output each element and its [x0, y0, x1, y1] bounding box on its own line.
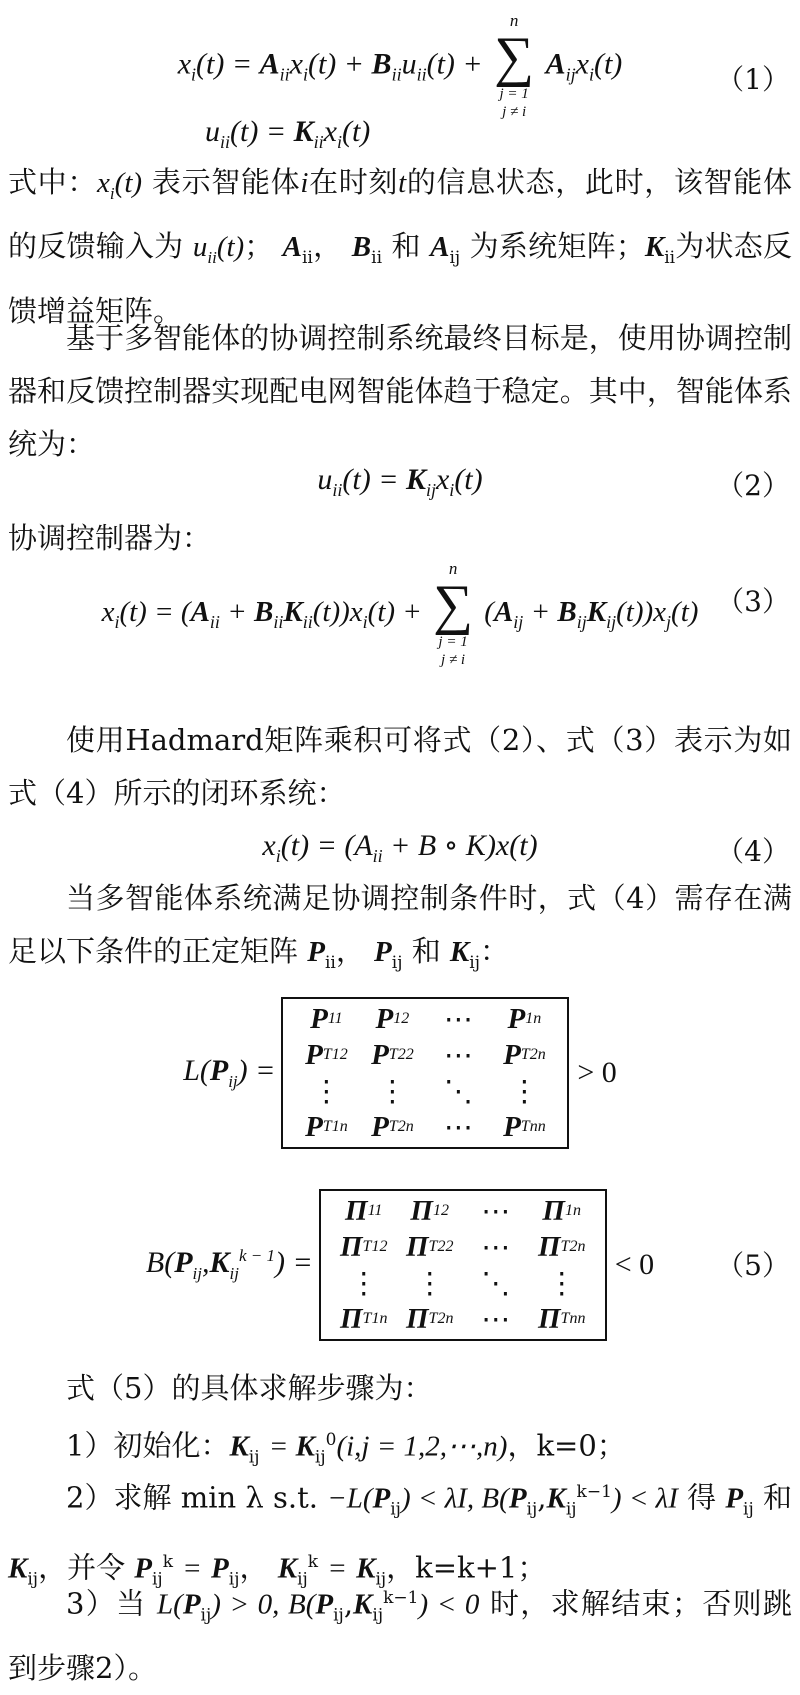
matrix-B-label: B — [145, 1246, 165, 1279]
equation-number-3: （3） — [716, 585, 790, 618]
matrix-B-block: $B(P_{ij},K_{ij}^{k - 1})$ = Π 11 Π 12 ⋯ Π 1n Π T 12 Π T 22 ⋯ Π T 2n ⋮ ⋮ ⋱ ⋮ Π T 1n Π T 2n ⋯ Π T nn < 0 — [0, 1180, 800, 1350]
matrix-L: P 11 P 12 ⋯ P 1n P T 12 P T 22 ⋯ P T 2n ⋮ ⋮ ⋱ ⋮ P T 1n P T 2n ⋯ P T nn — [281, 997, 569, 1149]
paragraph-condition: 当多智能体系统满足协调控制条件时，式（4）需存在满足以下条件的正定矩阵 $P_{ii}$， $P_{ij}$ 和 $K_{ij}$： — [8, 881, 792, 973]
equation-2: $u_{ii}(t) = K_{ij}x_i(t)$ — [317, 463, 483, 500]
equation-number-5: （5） — [716, 1249, 790, 1282]
matrix-L-block: $L(P_{ij})$ = P 11 P 12 ⋯ P 1n P T 12 P T 22 ⋯ P T 2n ⋮ ⋮ ⋱ ⋮ P T 1n P T 2n ⋯ P T nn > 0 — [0, 988, 800, 1158]
step-2: 2）求解 min λ s.t. $-L(P_{ij}) < \lambda I$, $B(P_{ij},K_{ij}^{k-1}) < \lambda I$ 得 $P_{ij}$ 和 $K_{ij}$，并令 $P_{ij}^k = P_{ij}$， $K_{ij}^k = K_{ij}$，k=k+1； — [8, 1480, 792, 1590]
matrix-B-relation: < 0 — [614, 1248, 655, 1281]
equation-3: $x_i(t) = (A_{ii} + B_{ii}K_{ii}(t))x_i(t)$ + n ∑ j = 1 j ≠ i $(A_{ij} + B_{ij}K_{ij}(t))x_j(t)$ — [101, 559, 699, 668]
matrix-L-label: L — [183, 1054, 200, 1087]
step-3: 3）当 $L(P_{ij}) > 0$, $B(P_{ij},K_{ij}^{k-1}) < 0$ 时，求解结束；否则跳到步骤2）。 — [8, 1586, 792, 1686]
paragraph-definitions: 式中：$x_i(t)$ 表示智能体i在时刻t的信息状态，此时，该智能体的反馈输入为 $u_{ii}(t)$； $A_{ii}$， $B_{ii}$ 和 $A_{ij}$ 为系统矩阵；$K_{ii}$为状态反馈增益矩阵。 — [8, 165, 792, 328]
paragraph-coordinator: 协调控制器为： — [8, 521, 212, 555]
equation-number-2: （2） — [716, 469, 790, 502]
paragraph-steps-intro: 式（5）的具体求解步骤为： — [66, 1371, 433, 1405]
paragraph-hadmard: 使用Hadmard矩阵乘积可将式（2）、式（3）表示为如式（4）所示的闭环系统： — [8, 723, 792, 810]
equation-1b: $u_{ii}(t) = K_{ii}x_i(t)$ — [205, 115, 371, 152]
paragraph-objective: 基于多智能体的协调控制系统最终目标是，使用协调控制器和反馈控制器实现配电网智能体趋于稳定。其中，智能体系统为： — [8, 321, 792, 461]
equation-number-4: （4） — [716, 835, 790, 868]
step-1: 1）初始化：$K_{ij} = K_{ij}^0(i,j$ = 1,2,⋯,n)，k=0； — [66, 1428, 626, 1468]
equation-1: $x_i(t) = A_{ii}x_i(t) + B_{ii}u_{ii}(t)$ + n ∑ j = 1 j ≠ i $A_{ij}x_i(t)$ — [177, 11, 623, 120]
matrix-B: Π 11 Π 12 ⋯ Π 1n Π T 12 Π T 22 ⋯ Π T 2n ⋮ ⋮ ⋱ ⋮ Π T 1n Π T 2n ⋯ Π T nn — [319, 1189, 607, 1341]
equation-number-1: （1） — [716, 63, 790, 96]
matrix-L-relation: > 0 — [577, 1056, 617, 1089]
equation-4: $x_i(t) = (A_{ii} + B$ ∘ K)x(t) — [262, 829, 538, 866]
